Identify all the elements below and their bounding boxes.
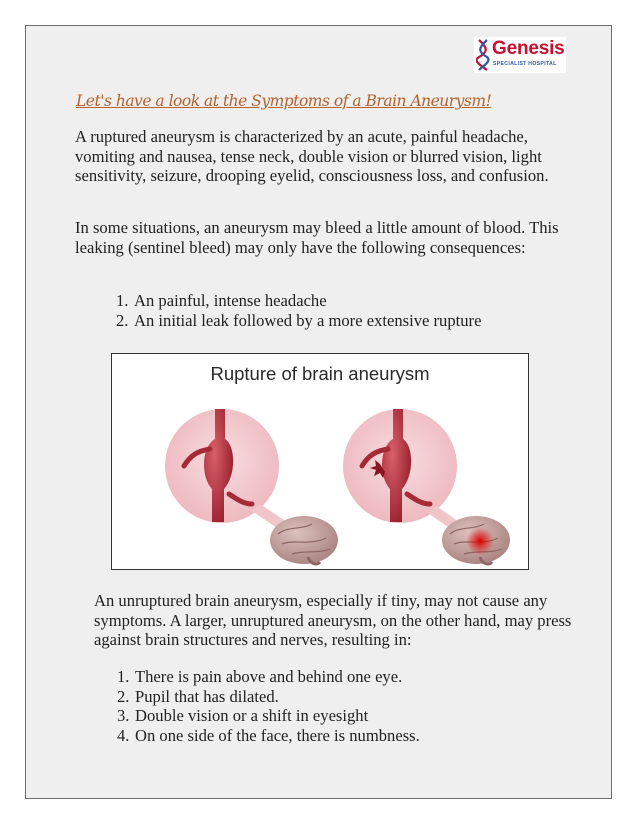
- hospital-logo: [474, 37, 566, 73]
- aneurysm-diagram: [112, 354, 530, 571]
- list-item: 3. Double vision or a shift in eyesight: [117, 706, 369, 725]
- dna-helix-icon: [476, 39, 490, 71]
- paragraph-unruptured: An unruptured brain aneurysm, especially if tiny, may not cause any symptoms. A larger, unruptured aneurysm, on the other hand, may press against brain structures and nerves, resulting in:: [94, 591, 572, 649]
- section-heading: Let's have a look at the Symptoms of a Brain Aneurysm!: [76, 92, 492, 110]
- paragraph-sentinel-bleed: In some situations, an aneurysm may bleed a little amount of blood. This leaking (sentinel bleed) may only have the following consequences:: [75, 218, 559, 257]
- logo-brand-text: Genesis: [492, 38, 565, 59]
- document-page: [25, 25, 612, 799]
- list-item: 1. An painful, intense headache: [116, 291, 327, 310]
- intact-aneurysm-icon: [165, 409, 338, 564]
- sentinel-consequences-list: [116, 291, 481, 330]
- unruptured-symptoms-list: [117, 667, 420, 745]
- list-item: 2. Pupil that has dilated.: [117, 686, 279, 706]
- aneurysm-illustration: [111, 353, 529, 570]
- paragraph-ruptured: A ruptured aneurysm is characterized by an acute, painful headache, vomiting and nausea, tense neck, double vision or blurred vision, light sensitivity, seizure, drooping eyelid, consciousness loss, and confusion.: [75, 127, 549, 185]
- logo-subtitle-text: SPECIALIST HOSPITAL: [493, 61, 557, 67]
- figure-title: Rupture of brain aneurysm: [210, 363, 430, 384]
- list-item: 2. An initial leak followed by a more extensive rupture: [116, 310, 482, 330]
- list-item: 4. On one side of the face, there is numbness.: [117, 725, 420, 745]
- ruptured-aneurysm-icon: [343, 409, 510, 564]
- list-item: 1. There is pain above and behind one eye.: [117, 667, 403, 686]
